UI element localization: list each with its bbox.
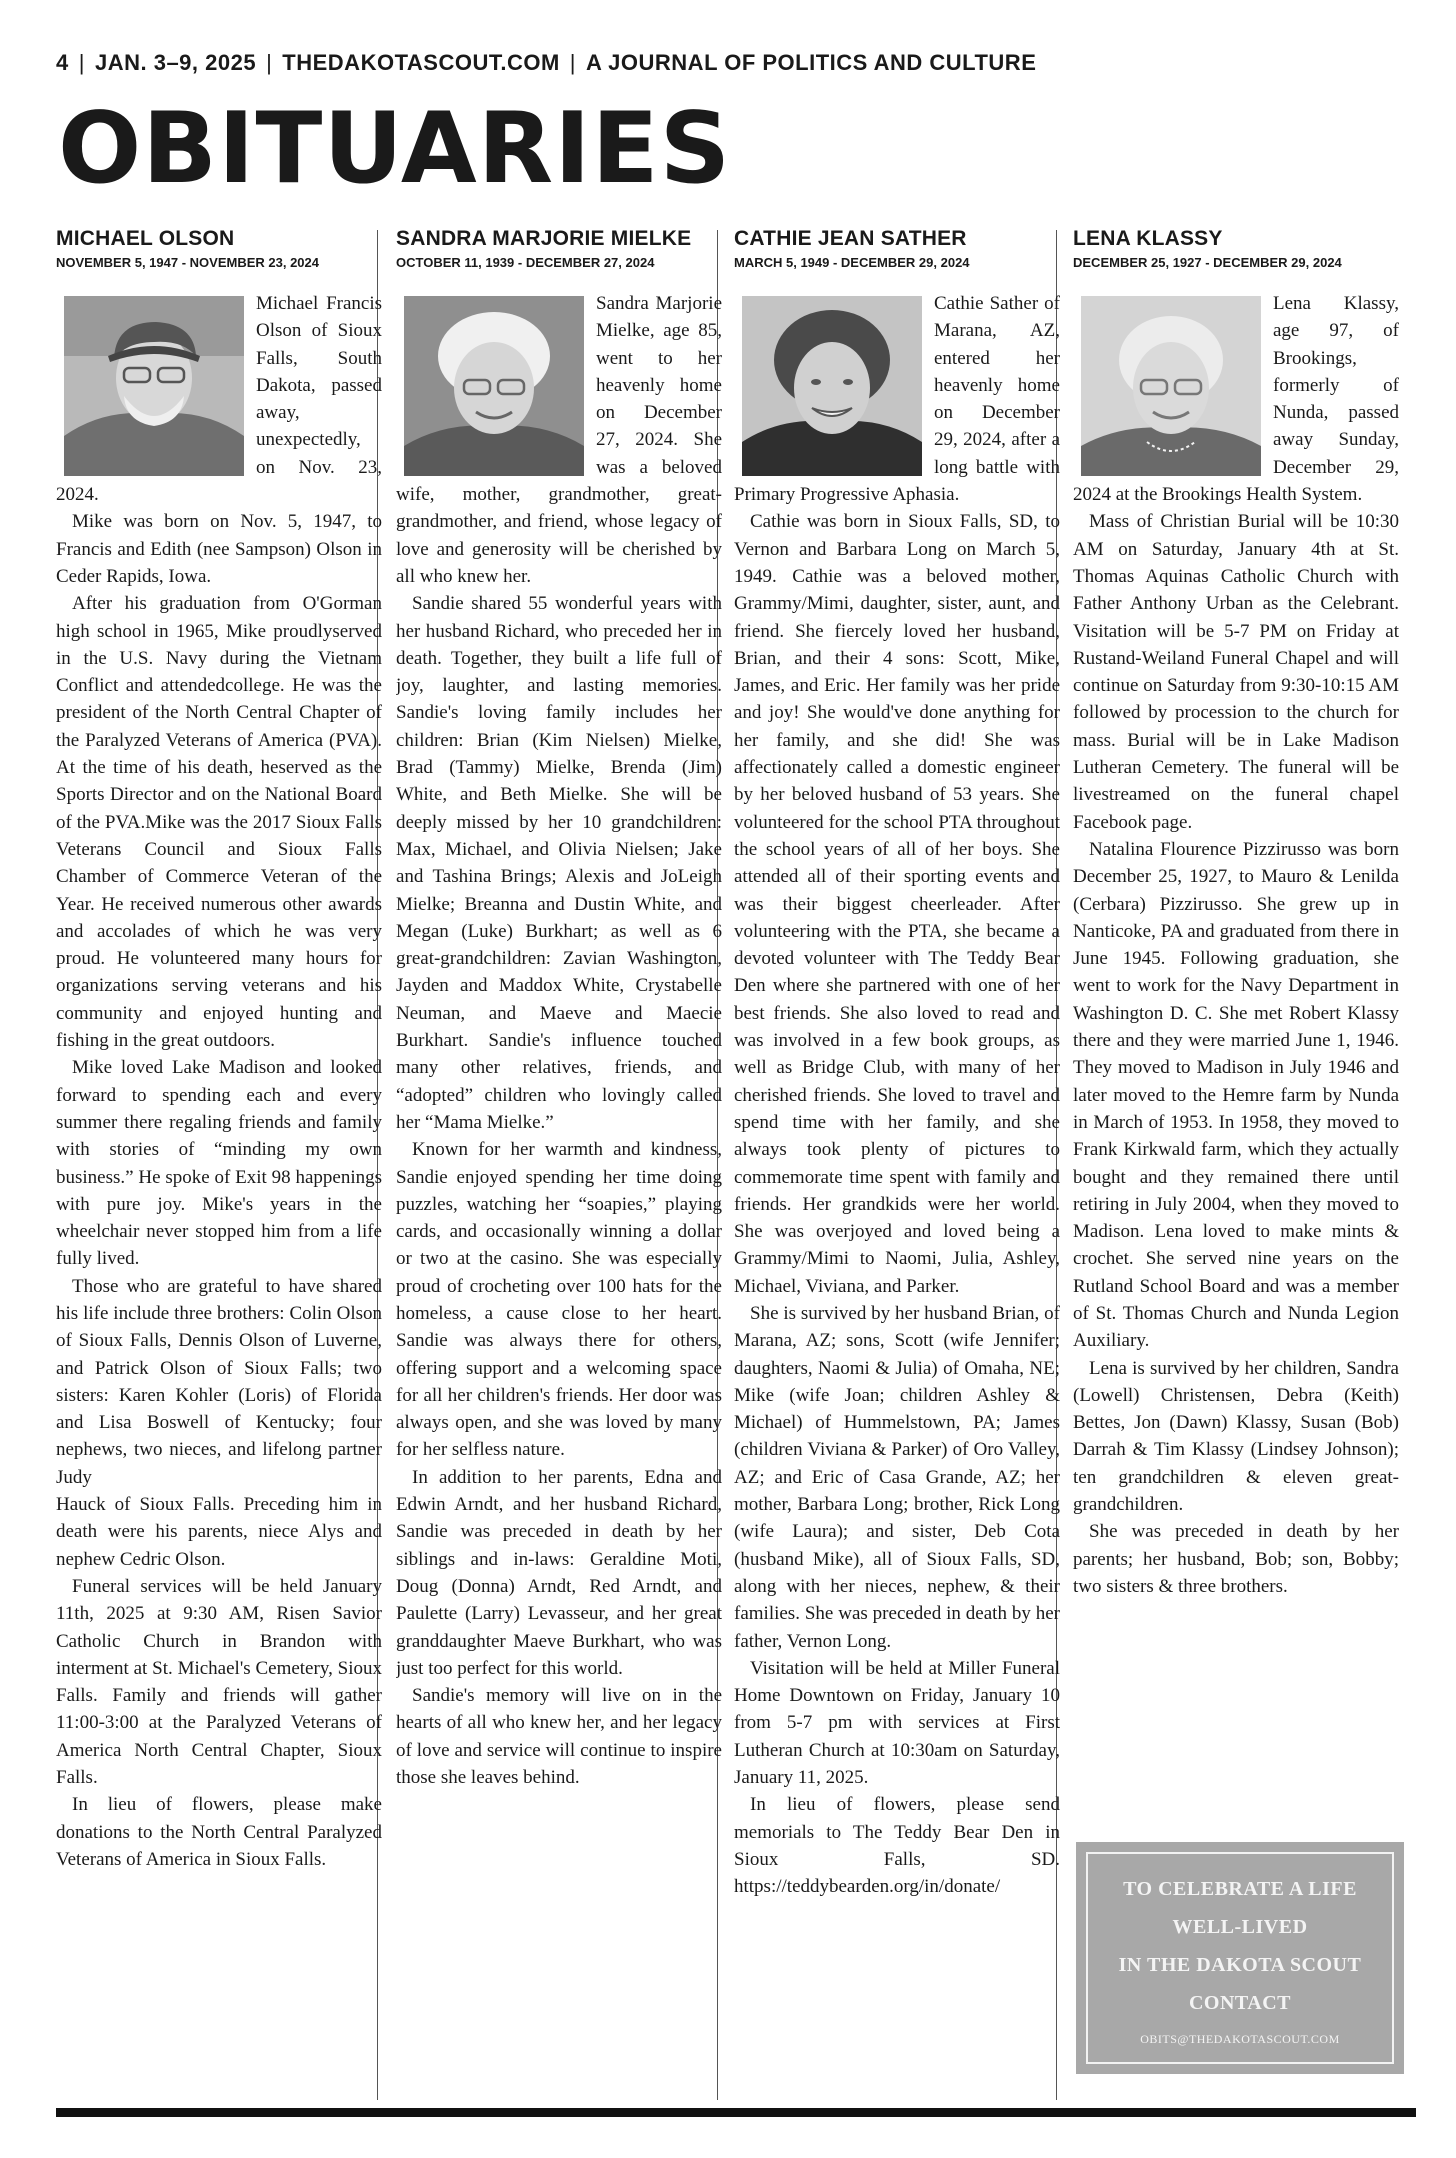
page-number: 4 [56, 50, 69, 75]
page-header: 4 | JAN. 3–9, 2025 | THEDAKOTASCOUT.COM | A JOURNAL OF POLITICS AND CULTURE [56, 50, 1037, 75]
portrait-photo [742, 296, 922, 476]
obituary-dates: OCTOBER 11, 1939 - DECEMBER 27, 2024 [396, 255, 655, 270]
contact-line: WELL-LIVED [1172, 1915, 1308, 1938]
issue-date: JAN. 3–9, 2025 [94, 50, 257, 75]
obituary-dates: DECEMBER 25, 1927 - DECEMBER 29, 2024 [1073, 255, 1342, 270]
obituary-sandra-mielke [396, 226, 722, 2106]
obituary-paragraph: Hauck of Sioux Falls. Preceding him in death were his parents, niece Alys and nephew Cedric Olson. [56, 1494, 382, 1570]
obituary-name: MICHAEL OLSON [56, 227, 235, 250]
bottom-rule [56, 2108, 1416, 2117]
obituary-dates: NOVEMBER 5, 1947 - NOVEMBER 23, 2024 [56, 255, 319, 270]
obituary-paragraph: Known for her warmth and kindness, Sandie enjoyed spending her time doing puzzles, watching her “soapies,” playing cards, and occasionally winning a dollar or two at the casino. She was especially proud of crocheting over 100 hats for the homeless, a cause close to her heart. Sandie was always there for others, offering support and a welcoming space for all her children's friends. Her door was always open, and she was loved by many for her selfless nature. [396, 1139, 722, 1461]
tagline: A JOURNAL OF POLITICS AND CULTURE [585, 50, 1037, 75]
obituary-cathie-sather [734, 226, 1060, 2106]
obituary-paragraph: Lena is survived by her children, Sandra (Lowell) Christensen, Debra (Keith) Bettes, Jon (Dawn) Klassy, Susan (Bob) Darrah & Tim Klassy (Lindsey Johnson); ten grandchildren & eleven great-grandchildren. [1073, 1357, 1399, 1516]
contact-line: CONTACT [1188, 1991, 1292, 2014]
obituary-body [56, 290, 382, 1873]
obituary-paragraph: She was preceded in death by her parents; her husband, Bob; son, Bobby; two sisters & three brothers. [1073, 1521, 1399, 1597]
obituary-paragraph: Those who are grateful to have shared his life include three brothers: Colin Olson of Sioux Falls, Dennis Olson of Luverne, and Patrick Olson of Sioux Falls; two sisters: Karen Kohler (Loris) of Florida and Lisa Boswell of Kentucky; four nephews, two nieces, and lifelong partner Judy [56, 1275, 382, 1488]
obituary-body [1073, 290, 1399, 1600]
obituary-paragraph: Mike was born on Nov. 5, 1947, to Francis and Edith (nee Sampson) Olson in Ceder Rapids, Iowa. [56, 511, 382, 587]
portrait-woman-icon [742, 296, 922, 476]
obituary-paragraph: Cathie Sather of Marana, AZ, entered her heavenly home on December 29, 2024, after a long battle with Primary Progressive Aphasia. [734, 293, 1060, 506]
section-title: OBITUARIES [58, 92, 732, 206]
obituary-name: CATHIE JEAN SATHER [734, 227, 967, 250]
portrait-woman-icon [404, 296, 584, 476]
obituary-paragraph: In lieu of flowers, please make donations to the North Central Paralyzed Veterans of America in Sioux Falls. [56, 1794, 382, 1870]
contact-box-frame [1086, 1852, 1394, 2064]
obituary-paragraph: Mass of Christian Burial will be 10:30 AM on Saturday, January 4th at St. Thomas Aquinas Catholic Church with Father Anthony Urban as the Celebrant. Visitation will be 5-7 PM on Friday at Rustand-Weiland Funeral Chapel and will continue on Saturday from 9:30-10:15 AM followed by procession to the church for mass. Burial will be in Lake Madison Lutheran Cemetery. The funeral will be livestreamed on the funeral chapel Facebook page. [1073, 511, 1399, 833]
portrait-man-icon [64, 296, 244, 476]
obituary-dates: MARCH 5, 1949 - DECEMBER 29, 2024 [734, 255, 970, 270]
obituary-paragraph: Sandra Marjorie Mielke, age 85, went to her heavenly home on December 27, 2024. She was a beloved wife, mother, grandmother, great-grandmother, and friend, whose legacy of love and generosity will be cherished by all who knew her. [396, 293, 722, 587]
obituary-paragraph: In addition to her parents, Edna and Edwin Arndt, and her husband Richard, Sandie was preceded in death by her siblings and in-laws: Geraldine Moti, Doug (Donna) Arndt, Red Arndt, and Paulette (Larry) Levasseur, and her great granddaughter Maeve Burkhart, who was just too perfect for this world. [396, 1466, 722, 1679]
obituary-paragraph: Funeral services will be held January 11th, 2025 at 9:30 AM, Risen Savior Catholic Church in Brandon with interment at St. Michael's Cemetery, Sioux Falls. Family and friends will gather 11:00-3:00 at the Paralyzed Veterans of America North Central Chapter, Sioux Falls. [56, 1575, 382, 1789]
obituary-paragraph: Visitation will be held at Miller Funeral Home Downtown on Friday, January 10 from 5-7 pm with services at First Lutheran Church at 10:30am on Saturday, January 11, 2025. [734, 1657, 1060, 1789]
contact-line: IN THE DAKOTA SCOUT [1118, 1953, 1362, 1976]
obituary-contact-box [1076, 1842, 1404, 2074]
obituary-paragraph: In lieu of flowers, please send memorials to The Teddy Bear Den in Sioux Falls, SD. https://teddybearden.org/in/donate/ [734, 1794, 1060, 1898]
contact-email: OBITS@THEDAKOTASCOUT.COM [1140, 2031, 1340, 2046]
obituary-paragraph: Michael Francis Olson of Sioux Falls, South Dakota, passed away, unexpectedly, on Nov. 23, 2024. [56, 293, 382, 506]
obituary-paragraph: Natalina Flourence Pizzirusso was born December 25, 1927, to Mauro & Lenilda (Cerbara) Pizzirusso. She grew up in Nanticoke, PA and graduated from there in June 1945. Following graduation, she went to work for the Navy Department in Washington D. C. She met Robert Klassy there and they were married June 1, 1946. They moved to Madison in July 1946 and later moved to the Hemre farm by Nunda in March of 1953. In 1958, they moved to Frank Kirkwald farm, which they actually bought and they remained there until retiring in July 2004, when they moved to Madison. Lena loved to make mints & crochet. She served nine years on the Rutland School Board and was a member of St. Thomas Church and Nunda Legion Auxiliary. [1073, 838, 1399, 1352]
site-name: THEDAKOTASCOUT.COM [282, 50, 560, 75]
portrait-woman-icon [1081, 296, 1261, 476]
obituary-paragraph: After his graduation from O'Gorman high school in 1965, Mike proudlyserved in the U.S. Navy during the Vietnam Conflict and attendedcollege. He was the president of the North Central Chapter of the Paralyzed Veterans of America (PVA). At the time of his death, heserved as the Sports Director and on the National Board of the PVA.Mike was the 2017 Sioux Falls Veterans Council and Sioux Falls Chamber of Commerce Veteran of the Year. He received numerous other awards and accolades of which he was very proud. He volunteered many hours for organizations serving veterans and his community and enjoyed hunting and fishing in the great outdoors. [56, 593, 382, 1052]
obituary-body [734, 290, 1060, 1901]
obituary-name: LENA KLASSY [1073, 227, 1223, 250]
obituary-paragraph: Lena Klassy, age 97, of Brookings, formerly of Nunda, passed away Sunday, December 29, 2024 at the Brookings Health System. [1073, 293, 1399, 506]
obituary-lena-klassy [1073, 226, 1399, 2106]
contact-line: TO CELEBRATE A LIFE [1123, 1877, 1357, 1900]
obituary-paragraph: Cathie was born in Sioux Falls, SD, to Vernon and Barbara Long on March 5, 1949. Cathie was a beloved mother, Grammy/Mimi, daughter, sister, aunt, and friend. She fiercely loved her husband, Brian, and their 4 sons: Scott, Mike, James, and Eric. Her family was her pride and joy! She would've done anything for her family, and she did! She was affectionately called a domestic engineer by her beloved husband of 53 years. She volunteered for the school PTA throughout the school years of all of her boys. She attended all of their sporting events and was their biggest cheerleader. After volunteering with the PTA, she became a devoted volunteer with The Teddy Bear Den where she partnered with one of her best friends. She also loved to read and was involved in a few book groups, as well as Bridge Club, with many of her cherished friends. She loved to travel and spend time with her family, and she always took plenty of pictures to commemorate time spent with family and friends. Her grandkids were her world. She was overjoyed and loved being a Grammy/Mimi to Naomi, Julia, Ashley, Michael, Viviana, and Parker. [734, 511, 1060, 1297]
obituary-name: SANDRA MARJORIE MIELKE [396, 227, 692, 250]
obituary-paragraph: Mike loved Lake Madison and looked forward to spending each and every summer there regaling friends and family with stories of “minding my own business.” He spoke of Exit 98 happenings with pure joy. Mike's years in the wheelchair never stopped him from a life fully lived. [56, 1057, 382, 1270]
obituary-body [396, 290, 722, 1791]
portrait-photo [64, 296, 244, 476]
portrait-photo [404, 296, 584, 476]
obituary-paragraph: Sandie's memory will live on in the hearts of all who knew her, and her legacy of love and service will continue to inspire those she leaves behind. [396, 1685, 722, 1789]
obituary-michael-olson [56, 226, 382, 2106]
obituary-paragraph: Sandie shared 55 wonderful years with her husband Richard, who preceded her in death. Together, they built a life full of joy, laughter, and lasting memories. Sandie's loving family includes her children: Brian (Kim Nielsen) Mielke, Brad (Tammy) Mielke, Brenda (Jim) White, and Beth Mielke. She will be deeply missed by her 10 grandchildren: Max, Michael, and Olivia Nielsen; Jake and Tashina Brings; Alexis and JoLeigh Mielke; Breanna and Dustin White, and Megan (Luke) Burkhart; as well as 6 great-grandchildren: Zavian Washington, Jayden and Maddox White, Crystabelle Neuman, and Maeve and Maecie Burkhart. Sandie's influence touched many other relatives, friends, and “adopted” children who lovingly called her “Mama Mielke.” [396, 593, 722, 1133]
obituary-paragraph: She is survived by her husband Brian, of Marana, AZ; sons, Scott (wife Jennifer; daughters, Naomi & Julia) of Omaha, NE; Mike (wife Joan; children Ashley & Michael) of Hummelstown, PA; James (children Viviana & Parker) of Oro Valley, AZ; and Eric of Casa Grande, AZ; her mother, Barbara Long; brother, Rick Long (wife Laura); and sister, Deb Cota (husband Mike), all of Sioux Falls, SD, along with her nieces, nephew, & their families. She was preceded in death by her father, Vernon Long. [734, 1302, 1060, 1652]
portrait-photo [1081, 296, 1261, 476]
